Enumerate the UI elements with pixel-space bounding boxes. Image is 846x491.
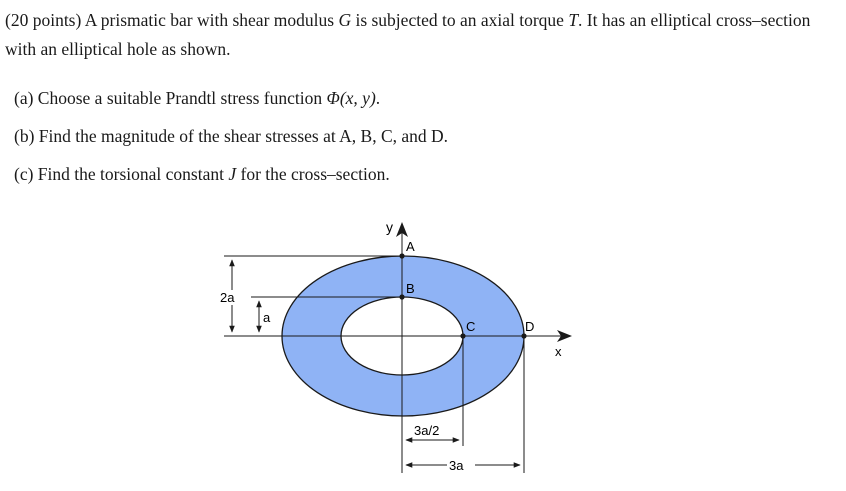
var-torsional-constant: J xyxy=(228,164,237,184)
point-A xyxy=(399,253,404,258)
dimension-3a-half-label: 3a/2 xyxy=(414,423,440,438)
var-torque: T xyxy=(568,10,579,30)
point-B-label: B xyxy=(406,281,415,296)
point-D-label: D xyxy=(525,319,535,334)
dimension-3a-label: 3a xyxy=(449,458,464,473)
part-a-text: . xyxy=(375,88,381,108)
point-C-label: C xyxy=(466,319,476,334)
part-c-text: for the cross–section. xyxy=(236,164,390,184)
dimension-2a-label: 2a xyxy=(220,290,235,305)
point-D xyxy=(521,333,526,338)
part-a-text: (a) Choose a suitable Prandtl stress function xyxy=(14,88,327,108)
point-A-label: A xyxy=(406,239,415,254)
stress-function: Φ(x, y) xyxy=(326,88,376,108)
intro-text: (20 points) A prismatic bar with shear modulus xyxy=(5,10,339,30)
var-shear-modulus: G xyxy=(338,10,352,30)
intro-text: is subjected to an axial torque xyxy=(351,10,569,30)
dimension-a-label: a xyxy=(263,310,271,325)
point-B xyxy=(399,294,404,299)
part-b: (b) Find the magnitude of the shear stresses at A, B, C, and D. xyxy=(14,126,449,146)
intro-text: . It has an elliptical cross–section with an elliptical hole as shown. xyxy=(5,10,811,59)
axis-y-label: y xyxy=(386,219,393,235)
part-c-text: (c) Find the torsional constant xyxy=(14,164,229,184)
point-C xyxy=(460,333,465,338)
axis-x-label: x xyxy=(555,344,562,359)
